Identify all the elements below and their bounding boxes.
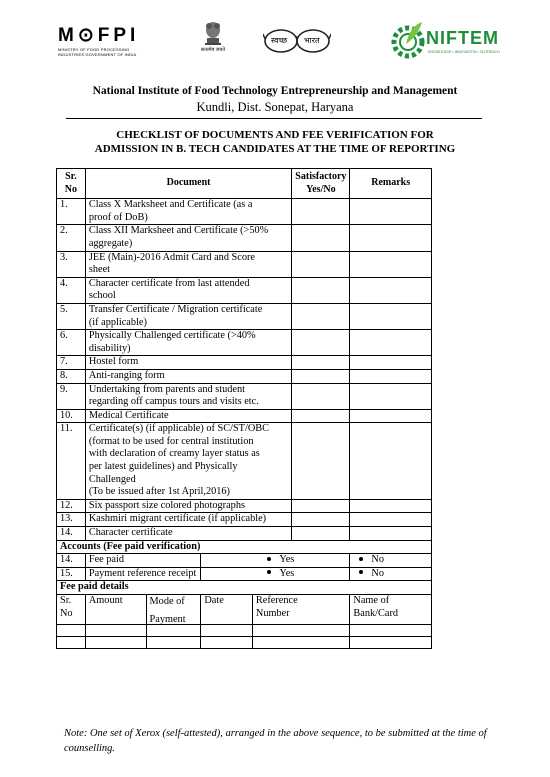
fee-cell[interactable] (146, 625, 201, 637)
row-remarks-cell[interactable] (350, 423, 432, 500)
row-document: Class XII Marksheet and Certificate (>50% aggregate) (85, 225, 291, 251)
accounts-section-row (57, 540, 432, 554)
row-satisfactory-cell[interactable] (292, 199, 350, 225)
table-row (57, 199, 432, 225)
fee-cell[interactable] (57, 637, 86, 649)
fee-cell[interactable] (57, 625, 86, 637)
row-sr: 1. (57, 199, 86, 225)
fee-cell[interactable] (201, 625, 253, 637)
row-satisfactory-cell[interactable] (292, 527, 350, 541)
bullet-icon (359, 570, 363, 574)
table-row (57, 356, 432, 370)
fee-cell[interactable] (85, 637, 146, 649)
table-row (57, 423, 432, 500)
fee-col-date: Date (201, 595, 253, 625)
row-sr: 9. (57, 383, 86, 409)
fee-cell[interactable] (252, 625, 349, 637)
acc-no-option[interactable] (350, 554, 432, 568)
row-document: Class X Marksheet and Certificate (as a proof of DoB) (85, 199, 291, 225)
swachh-text: स्वच्छ (271, 36, 288, 45)
row-sr: 13. (57, 513, 86, 527)
row-remarks-cell[interactable] (350, 199, 432, 225)
table-row (57, 369, 432, 383)
niftem-logo (388, 18, 528, 68)
gear-leaf-icon (388, 18, 428, 66)
bullet-icon (267, 570, 271, 574)
row-sr: 5. (57, 303, 86, 329)
row-remarks-cell[interactable] (350, 499, 432, 513)
row-sr: 8. (57, 369, 86, 383)
row-remarks-cell[interactable] (350, 383, 432, 409)
fee-col-bank: Name of Bank/Card (350, 595, 432, 625)
row-remarks-cell[interactable] (350, 277, 432, 303)
checklist-table (56, 168, 432, 649)
acc-no-option[interactable] (350, 567, 432, 581)
row-document: Transfer Certificate / Migration certificate (if applicable) (85, 303, 291, 329)
document-rows (57, 199, 432, 540)
row-remarks-cell[interactable] (350, 251, 432, 277)
table-row (57, 554, 432, 568)
row-sr: 14. (57, 527, 86, 541)
row-sr: 7. (57, 356, 86, 370)
header-logos (58, 18, 518, 68)
fee-section-row (57, 581, 432, 595)
table-row (57, 383, 432, 409)
row-remarks-cell[interactable] (350, 513, 432, 527)
bullet-icon (359, 557, 363, 561)
row-satisfactory-cell[interactable] (292, 369, 350, 383)
acc-no-label: No (371, 567, 384, 579)
acc-item: Fee paid (85, 554, 200, 568)
bullet-icon (267, 557, 271, 561)
table-row (57, 251, 432, 277)
mofpi-logo (58, 24, 153, 57)
footer-note: Note: One set of Xerox (self-attested), arranged in the above sequence, to be submitted at the time of counselling. (64, 728, 487, 754)
table-row (57, 499, 432, 513)
row-sr: 3. (57, 251, 86, 277)
fee-cell[interactable] (350, 625, 432, 637)
row-remarks-cell[interactable] (350, 409, 432, 423)
acc-sr: 14. (57, 554, 86, 568)
mofpi-logo-text: M⊙FPI (58, 25, 140, 46)
acc-no-label: No (371, 554, 384, 566)
header-sr: Sr. No (57, 169, 86, 199)
national-emblem (198, 18, 228, 54)
fee-col-reference: Reference Number (252, 595, 349, 625)
acc-yes-option[interactable] (201, 554, 350, 568)
row-sr: 12. (57, 499, 86, 513)
table-row (57, 225, 432, 251)
fee-cell[interactable] (85, 625, 146, 637)
fee-empty-row (57, 637, 432, 649)
table-header-row (57, 169, 432, 199)
row-remarks-cell[interactable] (350, 330, 432, 356)
mofpi-logo-subtitle: MINISTRY OF FOOD PROCESSING INDUSTRIES GOVERNMENT OF INDIA (58, 47, 137, 57)
niftem-tagline: KNOWLEDGE • INNOVATION • OUTREACH (428, 50, 500, 54)
acc-sr: 15. (57, 567, 86, 581)
acc-yes-label: Yes (279, 567, 295, 579)
fee-empty-row (57, 625, 432, 637)
fee-section-title: Fee paid details (57, 581, 432, 595)
row-sr: 6. (57, 330, 86, 356)
table-row (57, 513, 432, 527)
fee-cell[interactable] (201, 637, 253, 649)
table-row (57, 567, 432, 581)
row-document: Medical Certificate (85, 409, 291, 423)
row-document: Physically Challenged certificate (>40% disability) (85, 330, 291, 356)
row-remarks-cell[interactable] (350, 356, 432, 370)
accounts-rows (57, 554, 432, 581)
row-remarks-cell[interactable] (350, 225, 432, 251)
accounts-section-title: Accounts (Fee paid verification) (57, 540, 432, 554)
row-satisfactory-cell[interactable] (292, 499, 350, 513)
table-row (57, 409, 432, 423)
table-row (57, 330, 432, 356)
row-document: Undertaking from parents and student regarding off campus tours and visits etc. (85, 383, 291, 409)
row-document: Anti-ranging form (85, 369, 291, 383)
page-title (40, 128, 510, 156)
row-document: JEE (Main)-2016 Admit Card and Score sheet (85, 251, 291, 277)
row-satisfactory-cell[interactable] (292, 383, 350, 409)
header-document: Document (85, 169, 291, 199)
fee-cell[interactable] (252, 637, 349, 649)
acc-yes-option[interactable] (201, 567, 350, 581)
row-satisfactory-cell[interactable] (292, 409, 350, 423)
row-satisfactory-cell[interactable] (292, 277, 350, 303)
emblem-icon (202, 18, 224, 48)
fee-col-sr: Sr. No (57, 595, 86, 625)
row-remarks-cell[interactable] (350, 303, 432, 329)
row-document: Kashmiri migrant certificate (if applicable) (85, 513, 291, 527)
emblem-caption: सत्यमेव जयते (200, 48, 226, 53)
fee-col-mode: Mode of Payment (146, 595, 201, 625)
header-satisfactory: Satisfactory Yes/No (292, 169, 350, 199)
header-remarks: Remarks (350, 169, 432, 199)
swachh-bharat-logo (263, 26, 331, 56)
bharat-text: भारत (304, 36, 320, 45)
row-document: Certificate(s) (if applicable) of SC/ST/OBC (format to be used for central institution with declaration of creamy layer status as per latest guidelines) and Physically Challenged (To be issued after 1st April,2016) (85, 423, 291, 500)
row-sr: 4. (57, 277, 86, 303)
header-divider (66, 118, 482, 119)
row-satisfactory-cell[interactable] (292, 303, 350, 329)
fee-col-amount: Amount (85, 595, 146, 625)
row-sr: 11. (57, 423, 86, 500)
row-document: Character certificate (85, 527, 291, 541)
row-satisfactory-cell[interactable] (292, 423, 350, 500)
row-satisfactory-cell[interactable] (292, 225, 350, 251)
institute-place: Kundli, Dist. Sonepat, Haryana (196, 100, 354, 114)
table-row (57, 277, 432, 303)
title-line-2: ADMISSION IN B. TECH CANDIDATES AT THE TIME OF REPORTING (94, 143, 456, 155)
row-document: Six passport size colored photographs (85, 499, 291, 513)
title-line-1: CHECKLIST OF DOCUMENTS AND FEE VERIFICATION FOR (116, 129, 434, 141)
fee-header-row (57, 595, 432, 625)
row-satisfactory-cell[interactable] (292, 513, 350, 527)
acc-item: Payment reference receipt (85, 567, 200, 581)
row-remarks-cell[interactable] (350, 527, 432, 541)
fee-cell[interactable] (350, 637, 432, 649)
acc-yes-label: Yes (279, 554, 295, 566)
table-row (57, 303, 432, 329)
table-row (57, 527, 432, 541)
row-document: Character certificate from last attended school (85, 277, 291, 303)
row-sr: 10. (57, 409, 86, 423)
row-document: Hostel form (85, 356, 291, 370)
row-sr: 2. (57, 225, 86, 251)
niftem-name: NIFTEM (426, 28, 499, 48)
row-satisfactory-cell[interactable] (292, 330, 350, 356)
fee-cell[interactable] (146, 637, 201, 649)
row-satisfactory-cell[interactable] (292, 251, 350, 277)
institute-name: National Institute of Food Technology Entrepreneurship and Management (92, 85, 458, 97)
row-satisfactory-cell[interactable] (292, 356, 350, 370)
row-remarks-cell[interactable] (350, 369, 432, 383)
